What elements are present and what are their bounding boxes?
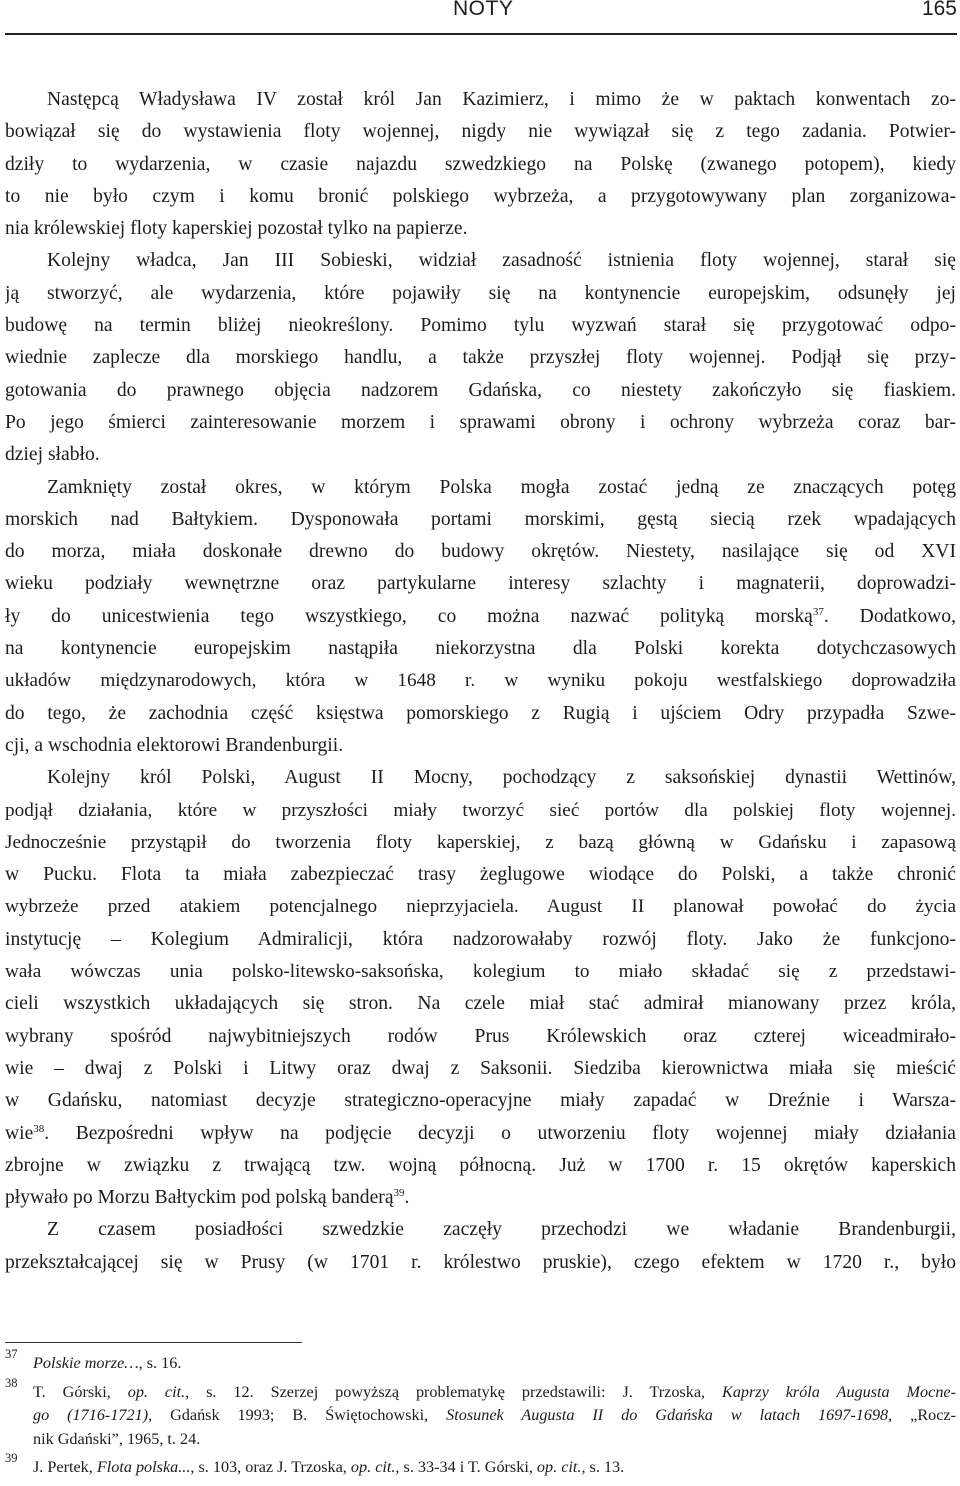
text-line: Następcą Władysława IV został król Jan Kazimierz, i mimo że w paktach konwentach zo-	[47, 89, 956, 110]
text-line: wybrany spośród najwybitniejszych rodów Prus Królewskich oraz czterej wiceadmirało-	[5, 1025, 956, 1047]
footnote-title: Stosunek Augusta II do Gdańska w latach 1697-1698	[446, 1406, 889, 1424]
text-line: układów międzynarodowych, która w 1648 r. w wyniku pokoju westfalskiego doprowadziła	[5, 670, 956, 692]
text-line: morskich nad Bałtykiem. Dysponowała portami morskimi, gęstą siecią rzek wpadających	[5, 508, 956, 530]
footnote-text: , s. 12. Szerzej powyższą problematykę przedstawili: J. Trzoska,	[185, 1382, 723, 1401]
footnote-number: 39	[5, 1451, 18, 1465]
text-line: dziły to wydarzenia, w czasie najazdu szwedzkiego na Polskę (zwanego potopem), kiedy	[5, 153, 956, 175]
footnote-line	[33, 1428, 956, 1452]
text-line: do morza, miała doskonałe drewno do budowy okrętów. Niestety, nasilające się od XVI	[5, 541, 956, 563]
text-line: przekształcającej się w Prusy (w 1701 r. królestwo pruskie), czego efektem w 1720 r., było	[5, 1251, 956, 1273]
footnote-number: 38	[5, 1375, 18, 1390]
text-line: gotowania do prawnego objęcia nadzorem Gdańska, co niestety zakończyło się fiaskiem.	[5, 379, 956, 401]
footnote-title: go (1716-1721),	[33, 1406, 153, 1424]
header-rule	[5, 33, 957, 35]
text-segment: pływało po Morzu Bałtyckim pod polską banderą	[5, 1187, 394, 1209]
footnote-ref-37[interactable]: 37	[812, 605, 824, 618]
text-line: wała wówczas unia polsko-litewsko-saksońska, kolegium to miało składać się z przedstawi-	[5, 961, 956, 983]
text-line: Z czasem posiadłości szwedzkie zaczęły przechodzi we władanie Brandenburgii,	[47, 1219, 956, 1241]
text-line: w Gdańsku, natomiast decyzje strategiczno-operacyjne miały zapadać w Dreźnie i Warsza-	[5, 1090, 956, 1112]
footnote-ref-39[interactable]: 39	[393, 1187, 405, 1200]
text-line: nia królewskiej floty kaperskiej pozostał tylko na papierze.	[5, 218, 468, 240]
footnote-37	[5, 1347, 956, 1376]
footnote-title: op. cit.	[350, 1458, 396, 1476]
footnotes	[5, 1347, 956, 1480]
footnote-39	[5, 1451, 956, 1480]
text-line: Kolejny władca, Jan III Sobieski, widział zasadność istnienia floty wojennej, starał się	[47, 250, 956, 272]
footnote-title: op. cit.	[127, 1382, 186, 1401]
text-line: wiednie zaplecze dla morskiego handlu, a także przyszłej floty wojennej. Podjął się przy-	[5, 347, 956, 369]
footnote-text: , s. 13.	[581, 1458, 625, 1476]
footnote-title: Kaprzy króla Augusta Mocne-	[722, 1382, 956, 1401]
footnote-title: Flota polska...	[96, 1458, 191, 1476]
footnote-number: 37	[5, 1347, 18, 1361]
footnote-separator	[5, 1342, 302, 1343]
text-line: Kolejny król Polski, August II Mocny, pochodzący z saksońskiej dynastii Wettinów,	[47, 767, 956, 789]
text-line: Po jego śmierci zainteresowanie morzem i sprawami obrony i ochrony wybrzeża coraz bar-	[5, 411, 956, 433]
text-line: to nie było czym i komu bronić polskiego wybrzeża, a przygotowywany plan zorganizowa-	[5, 185, 956, 207]
footnote-line	[33, 1456, 956, 1480]
text-line: instytucję – Kolegium Admiralicji, która nadzorowałaby rozwój floty. Jako że funkcjono-	[5, 928, 956, 950]
footnote-title: Polskie morze…	[33, 1354, 139, 1372]
footnote-ref-38[interactable]: 38	[33, 1122, 45, 1135]
footnote-line	[33, 1381, 956, 1405]
footnote-text: , s. 16.	[138, 1354, 182, 1372]
text-line: wybrzeże przed atakiem potencjalnego nieprzyjaciela. August II planował powołać do życia	[5, 896, 956, 918]
text-line: na kontynencie europejskim nastąpiła niekorzystna dla Polski korekta dotychczasowych	[5, 638, 956, 660]
text-line: w Pucku. Flota ta miała zabezpieczać trasy żeglugowe wiodące do Polski, a także chronić	[5, 864, 956, 886]
text-segment: .	[404, 1187, 410, 1209]
text-segment: . Dodatkowo,	[823, 605, 956, 627]
footnote-text: J. Pertek,	[33, 1458, 97, 1476]
text-line: cieli wszystkich układających się stron. Na czele miał stać admirał mianowany przez króla,	[5, 993, 956, 1015]
footnote-text: Gdańsk 1993; B. Świętochowski,	[152, 1406, 447, 1424]
footnote-text: , s. 103, oraz J. Trzoska,	[190, 1458, 351, 1476]
text-segment: ły do unicestwienia tego wszystkiego, co można nazwać polityką morską	[5, 605, 813, 627]
text-segment: . Bezpośredni wpływ na podjęcie decyzji o utworzeniu floty wojennej miały działania	[44, 1122, 956, 1144]
text-line: Zamknięty został okres, w którym Polska mogła zostać jedną ze znaczących potęg	[47, 476, 956, 498]
text-line: wie – dwaj z Polski i Litwy oraz dwaj z Saksonii. Siedziba kierownictwa miała się mieścić	[5, 1057, 956, 1079]
text-line: zbrojne w związku z trwającą tzw. wojną północną. Już w 1700 r. 15 okrętów kaperskich	[5, 1154, 956, 1176]
text-line: budowę na termin bliżej nieokreślony. Pomimo tylu wyzwań starał się przygotować odpo-	[5, 315, 956, 337]
footnote-line	[33, 1352, 956, 1376]
running-header	[5, 0, 957, 28]
text-line: bowiązał się do wystawienia floty wojennej, nigdy nie wywiązał się z tego zadania. Potwier-	[5, 121, 956, 143]
text-line	[5, 601, 956, 633]
text-line: do tego, że zachodnia część księstwa pomorskiego z Rugią i ujściem Odry przypadła Szwe-	[5, 702, 956, 724]
page-number: 165	[921, 0, 957, 20]
text-line: cji, a wschodnia elektorowi Brandenburgii.	[5, 734, 344, 756]
text-line: ją stworzyć, ale wydarzenia, które pojawiły się na kontynencie europejskim, odsunęły jej	[5, 282, 956, 304]
text-line	[5, 1182, 956, 1214]
text-line: podjął działania, które w przyszłości miały tworzyć sieć portów dla polskiej floty wojennej.	[5, 799, 956, 821]
text-segment: wie	[5, 1122, 34, 1144]
footnote-38	[5, 1375, 956, 1452]
footnote-text: T. Górski,	[33, 1382, 128, 1401]
running-header-title: NOTY	[453, 0, 514, 20]
footnote-text: , s. 33-34 i T. Górski,	[395, 1458, 537, 1476]
footnote-line	[33, 1404, 956, 1428]
text-line: wieku podziały wewnętrzne oraz partykularne interesy szlachty i magnaterii, doprowadzi-	[5, 573, 956, 595]
main-text	[5, 84, 956, 1279]
footnote-text: , „Rocz-	[888, 1406, 956, 1424]
text-line: dziej słabło.	[5, 444, 100, 466]
text-line	[5, 1118, 956, 1150]
text-line: Jednocześnie przystąpił do tworzenia floty kaperskiej, z bazą główną w Gdańsku i zapasową	[5, 831, 956, 853]
footnote-text: nik Gdański”, 1965, t. 24.	[33, 1429, 201, 1448]
footnote-title: op. cit.	[536, 1458, 582, 1476]
